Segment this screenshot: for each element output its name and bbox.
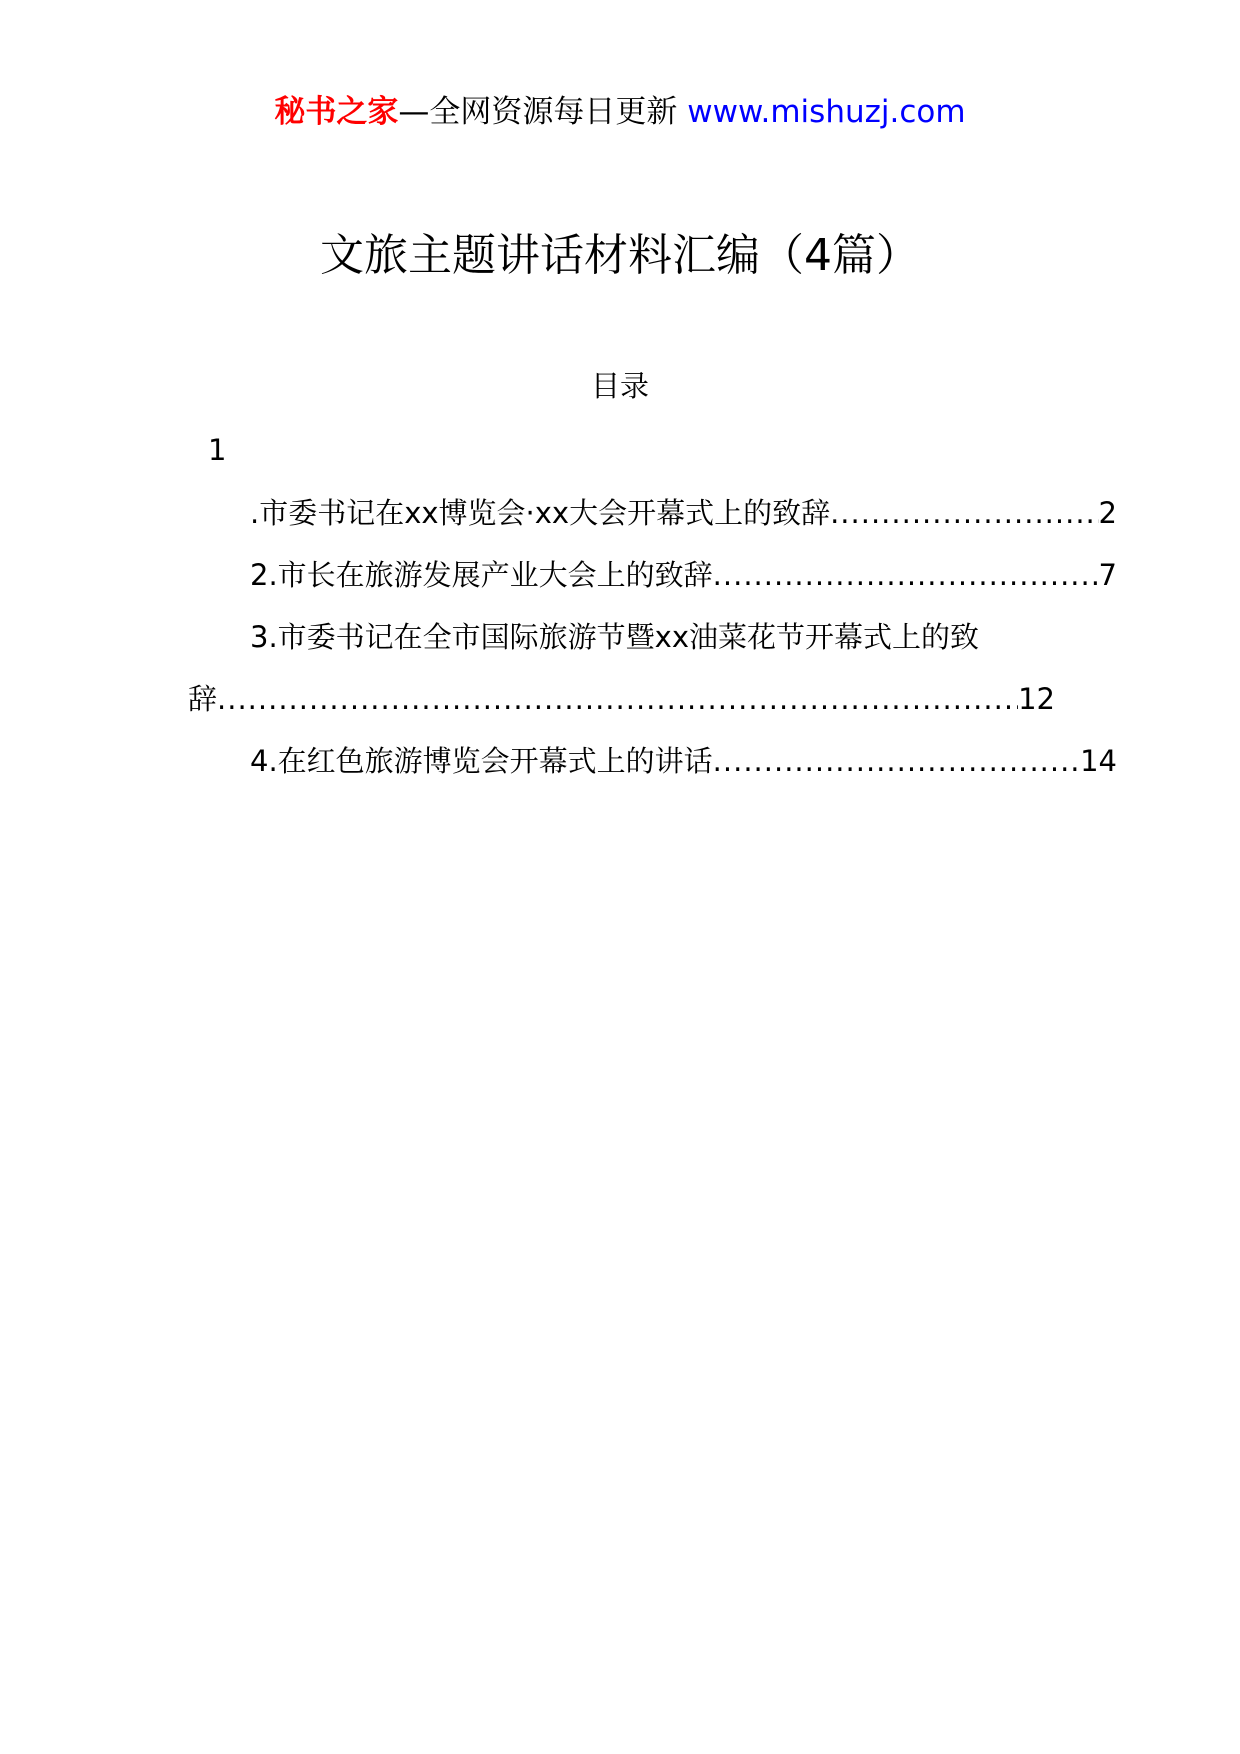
toc-entry-1[interactable] — [188, 490, 1117, 536]
site-url-link[interactable]: www.mishuzj.com — [687, 94, 966, 130]
toc-leader-dots — [217, 676, 1018, 722]
toc-entry-3-line1[interactable]: 3.市委书记在全市国际旅游节暨xx油菜花节开幕式上的致 — [250, 620, 979, 654]
document-title: 文旅主题讲话材料汇编（4篇） — [320, 230, 920, 281]
header-slogan: —全网资源每日更新 — [398, 94, 678, 130]
toc-entry-text: 2.市长在旅游发展产业大会上的致辞 — [250, 558, 713, 592]
site-header — [0, 92, 1240, 132]
toc-number: 1 — [208, 433, 227, 467]
toc-heading: 目录 — [590, 369, 649, 403]
toc-entry-text: .市委书记在xx博览会·xx大会开幕式上的致辞 — [250, 496, 831, 530]
toc-leader-dots — [713, 738, 1080, 784]
toc-entry-page: 12 — [1018, 682, 1055, 716]
toc-leader-dots — [713, 552, 1099, 598]
toc-leader-dots — [830, 490, 1098, 536]
toc-entry-4[interactable] — [188, 738, 1117, 784]
toc-entry-text: 辞 — [188, 682, 218, 716]
toc-entry-page: 7 — [1098, 558, 1117, 592]
toc-entry-page: 14 — [1080, 744, 1117, 778]
brand-name: 秘书之家 — [274, 94, 399, 130]
toc-entry-2[interactable] — [188, 552, 1117, 598]
toc-entry-page: 2 — [1098, 496, 1117, 530]
toc-entry-3-line2[interactable] — [188, 676, 1055, 722]
toc-entry-text: 4.在红色旅游博览会开幕式上的讲话 — [250, 744, 713, 778]
